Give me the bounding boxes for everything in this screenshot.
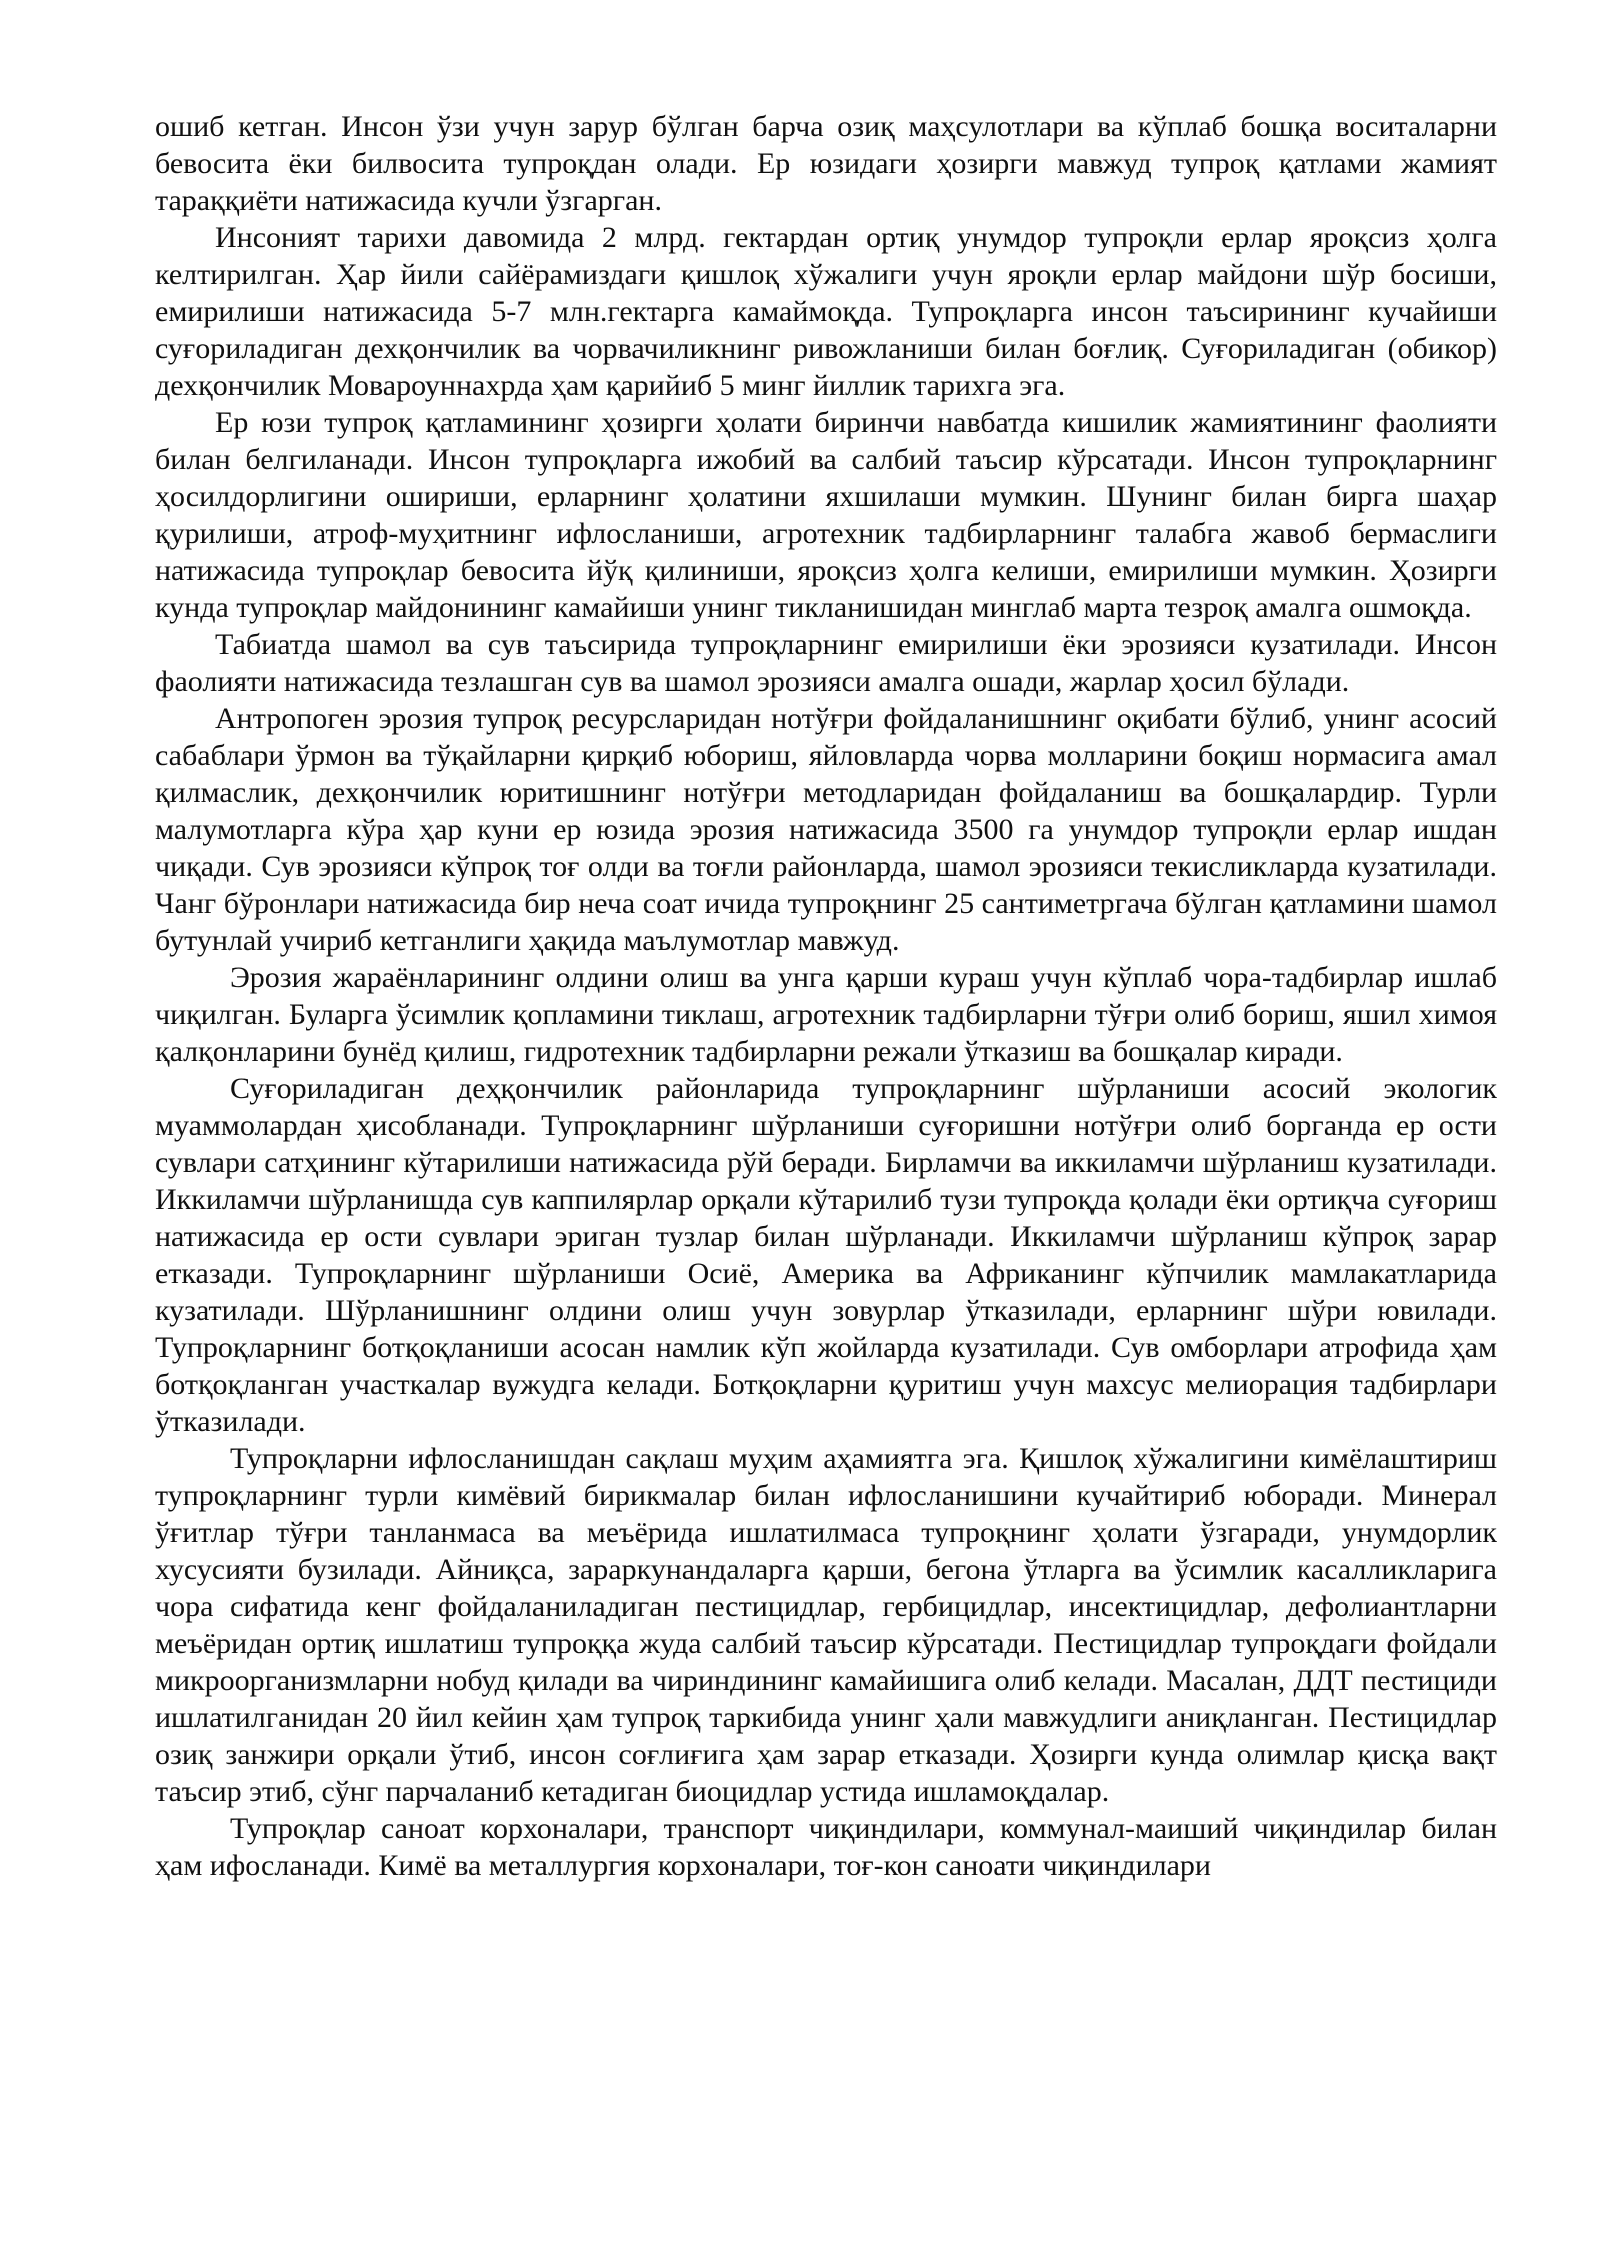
paragraph-3: Ер юзи тупроқ қатламининг ҳозирги ҳолати биринчи навбатда кишилик жамиятининг фаолияти билан белгиланади. Инсон тупроқларга ижобий ва салбий таъсир кўрсатади. Инсон тупроқларнинг ҳосилдорлигини ошириши, ерларнинг ҳолатини яхшилаши мумкин. Шунинг билан бирга шаҳар қурилиши, атроф-муҳитнинг ифлосланиши, агротехник тадбирларнинг талабга жавоб бермаслиги натижасида тупроқлар бевосита йўқ қилиниши, яроқсиз ҳолга келиши, емирилиши мумкин. Ҳозирги кунда тупроқлар майдонининг камайиши унинг тикланишидан минглаб марта тезроқ амалга ошмоқда. xyxy=(155,406,1497,624)
paragraph-6: Эрозия жараёнларининг олдини олиш ва унга қарши кураш учун кўплаб чора-тадбирлар ишлаб чиқилган. Буларга ўсимлик қопламини тиклаш, агротехник тадбирларни тўғри олиб бориш, яшил химоя қалқонларини бунёд қилиш, гидротехник тадбирларни режали ўтказиш ва бошқалар киради. xyxy=(155,961,1497,1068)
paragraph-9: Тупроқлар саноат корхоналари, транспорт чиқиндилари, коммунал-маиший чиқиндилар билан ҳам ифосланади. Кимё ва металлургия корхоналари, тоғ-кон саноати чиқиндилари xyxy=(155,1812,1497,1882)
paragraph-4: Табиатда шамол ва сув таъсирида тупроқларнинг емирилиши ёки эрозияси кузатилади. Инсон фаолияти натижасида тезлашган сув ва шамол эрозияси амалга ошади, жарлар ҳосил бўлади. xyxy=(155,628,1497,698)
paragraph-5: Антропоген эрозия тупроқ ресурсларидан нотўғри фойдаланишнинг оқибати бўлиб, унинг асосий сабаблари ўрмон ва тўқайларни қирқиб юбориш, яйловларда чорва молларини боқиш нормасига амал қилмаслик, дехқончилик юритишнинг нотўғри методларидан фойдаланиш ва бошқалардир. Турли малумотларга кўра ҳар куни ер юзида эрозия натижасида 3500 га унумдор тупроқли ерлар ишдан чиқади. Сув эрозияси кўпроқ тоғ олди ва тоғли районларда, шамол эрозияси текисликларда кузатилади. Чанг бўронлари натижасида бир неча соат ичида тупроқнинг 25 сантиметргача бўлган қатламини шамол бутунлай учириб кетганлиги ҳақида маълумотлар мавжуд. xyxy=(155,702,1497,957)
document-page xyxy=(155,108,1497,1884)
paragraph-2: Инсоният тарихи давомида 2 млрд. гектардан ортиқ унумдор тупроқли ерлар яроқсиз ҳолга келтирилган. Ҳар йили сайёрамиздаги қишлоқ хўжалиги учун яроқли ерлар майдони шўр босиши, емирилиши натижасида 5-7 млн.гектарга камаймоқда. Тупроқларга инсон таъсирининг кучайиши суғориладиган дехқончилик ва чорвачиликнинг ривожланиши билан боғлиқ. Суғориладиган (обикор) дехқончилик Мовароуннахрда ҳам қарийиб 5 минг йиллик тарихга эга. xyxy=(155,221,1497,402)
paragraph-8: Тупроқларни ифлосланишдан сақлаш муҳим аҳамиятга эга. Қишлоқ хўжалигини кимёлаштириш тупроқларнинг турли кимёвий бирикмалар билан ифлосланишини кучайтириб юборади. Минерал ўғитлар тўғри танланмаса ва меъёрида ишлатилмаса тупроқнинг ҳолати ўзгаради, унумдорлик хусусияти бузилади. Айниқса, зараркунандаларга қарши, бегона ўтларга ва ўсимлик касалликларига чора сифатида кенг фойдаланиладиган пестицидлар, гербицидлар, инсектицидлар, дефолиантларни меъёридан ортиқ ишлатиш тупроққа жуда салбий таъсир кўрсатади. Пестицидлар тупроқдаги фойдали микроорганизмларни нобуд қилади ва чириндининг камайишига олиб келади. Масалан, ДДТ пестициди ишлатилганидан 20 йил кейин ҳам тупроқ таркибида унинг ҳали мавжудлиги аниқланган. Пестицидлар озиқ занжири орқали ўтиб, инсон соғлиғига ҳам зарар етказади. Ҳозирги кунда олимлар қисқа вақт таъсир этиб, сўнг парчаланиб кетадиган биоцидлар устида ишламоқдалар. xyxy=(155,1442,1497,1808)
paragraph-7: Суғориладиган деҳқончилик районларида тупроқларнинг шўрланиши асосий экологик муаммолардан ҳисобланади. Тупроқларнинг шўрланиши суғоришни нотўғри олиб борганда ер ости сувлари сатҳининг кўтарилиши натижасида рўй беради. Бирламчи ва иккиламчи шўрланиш кузатилади. Иккиламчи шўрланишда сув каппилярлар орқали кўтарилиб тузи тупроқда қолади ёки ортиқча суғориш натижасида ер ости сувлари эриган тузлар билан шўрланади. Иккиламчи шўрланиш кўпроқ зарар етказади. Тупроқларнинг шўрланиши Осиё, Америка ва Африканинг кўпчилик мамлакатларида кузатилади. Шўрланишнинг олдини олиш учун зовурлар ўтказилади, ерларнинг шўри ювилади. Тупроқларнинг ботқоқланиши асосан намлик кўп жойларда кузатилади. Сув омборлари атрофида ҳам ботқоқланган участкалар вужудга келади. Ботқоқларни қуритиш учун махсус мелиорация тадбирлари ўтказилади. xyxy=(155,1072,1497,1438)
paragraph-1: ошиб кетган. Инсон ўзи учун зарур бўлган барча озиқ маҳсулотлари ва кўплаб бошқа воситаларни бевосита ёки билвосита тупроқдан олади. Ер юзидаги ҳозирги мавжуд тупроқ қатлами жамият тараққиёти натижасида кучли ўзгарган. xyxy=(155,110,1497,217)
